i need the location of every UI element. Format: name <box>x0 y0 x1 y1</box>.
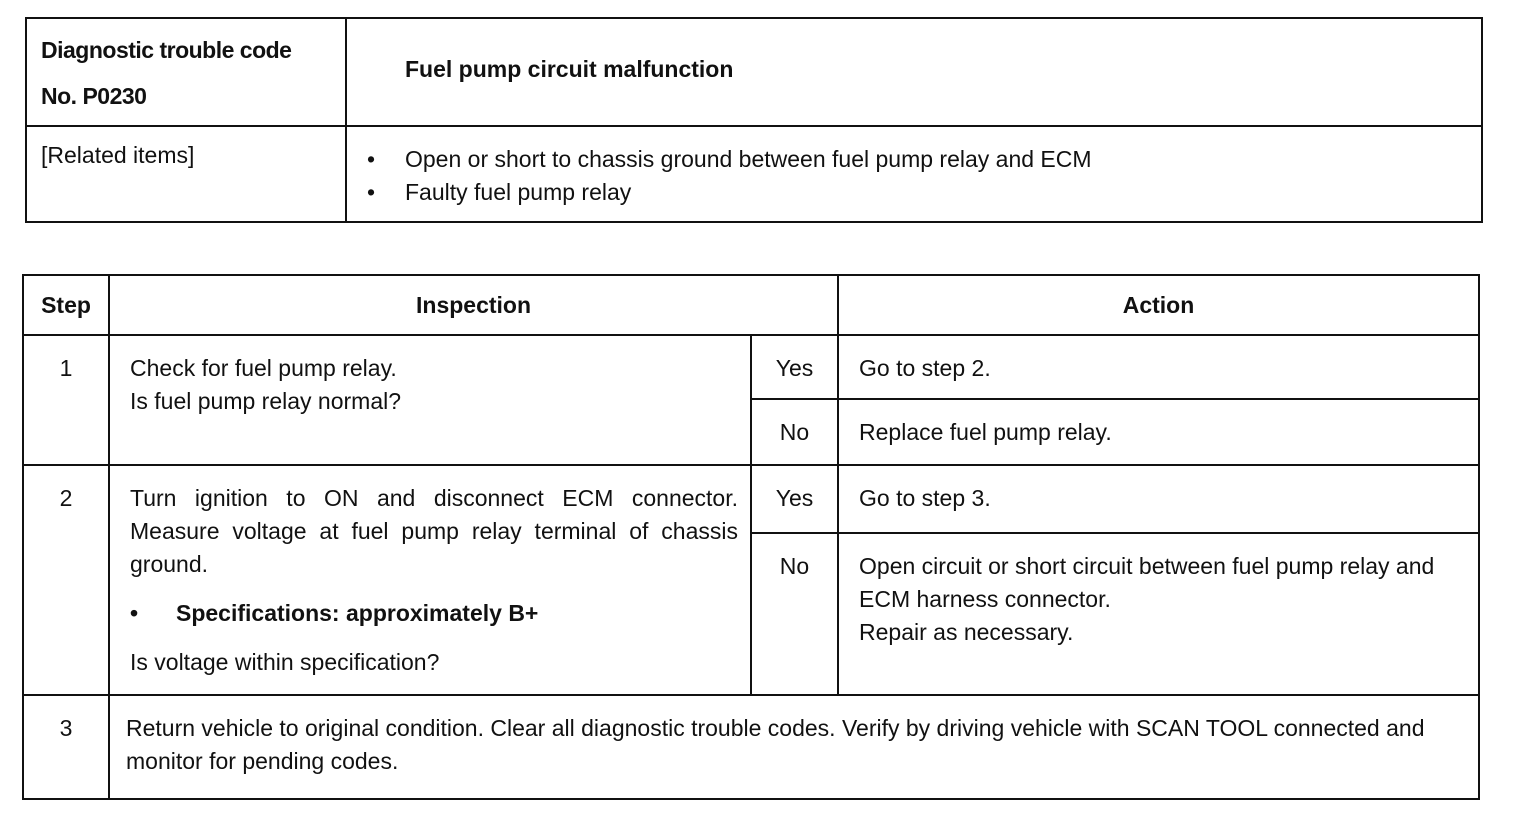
dtc-row <box>26 18 1482 126</box>
steps-table <box>22 274 1480 800</box>
dtc-title: Fuel pump circuit malfunction <box>346 18 1482 126</box>
related-items-list <box>359 143 1469 209</box>
dtc-label: Diagnostic trouble code <box>41 37 292 63</box>
step-2-no-label: No <box>751 533 838 695</box>
action-line: Open circuit or short circuit between fuel pump relay and ECM harness connector. <box>859 553 1435 612</box>
step-2-inspection <box>109 465 751 695</box>
step-1-number: 1 <box>23 335 109 465</box>
related-items-label: [Related items] <box>26 126 346 222</box>
inspection-text: Turn ignition to ON and disconnect ECM connector. Measure voltage at fuel pump relay terminal of chassis ground. <box>130 485 738 577</box>
step-1-no-label: No <box>751 399 838 465</box>
step-3-number: 3 <box>23 695 109 799</box>
dtc-label-cell <box>26 18 346 126</box>
step-2-yes-row <box>23 465 1479 533</box>
related-items-row <box>26 126 1482 222</box>
action-line: Repair as necessary. <box>859 619 1074 645</box>
inspection-line: Check for fuel pump relay. <box>130 355 397 381</box>
related-item: • Faulty fuel pump relay <box>359 176 1469 209</box>
step-2-yes-action: Go to step 3. <box>838 465 1479 533</box>
step-3-text: Return vehicle to original condition. Clear all diagnostic trouble codes. Verify by driving vehicle with SCAN TOOL connected and monitor for pending codes. <box>109 695 1479 799</box>
step-header: Step <box>23 275 109 335</box>
inspection-question: Is voltage within specification? <box>130 649 440 675</box>
step-2-number: 2 <box>23 465 109 695</box>
step-3-row <box>23 695 1479 799</box>
step-2-yes-label: Yes <box>751 465 838 533</box>
inspection-header: Inspection <box>109 275 838 335</box>
dtc-header-table <box>25 17 1483 223</box>
step-2-no-action <box>838 533 1479 695</box>
step-1-yes-action: Go to step 2. <box>838 335 1479 399</box>
inspection-line: Is fuel pump relay normal? <box>130 388 402 414</box>
related-items-cell <box>346 126 1482 222</box>
related-item: • Open or short to chassis ground between fuel pump relay and ECM <box>359 143 1469 176</box>
specification: • Specifications: approximately B+ <box>130 597 738 630</box>
dtc-code: No. P0230 <box>41 83 147 109</box>
step-1-yes-row <box>23 335 1479 399</box>
step-1-yes-label: Yes <box>751 335 838 399</box>
action-header: Action <box>838 275 1479 335</box>
step-1-inspection <box>109 335 751 465</box>
header-row <box>23 275 1479 335</box>
step-1-no-action: Replace fuel pump relay. <box>838 399 1479 465</box>
